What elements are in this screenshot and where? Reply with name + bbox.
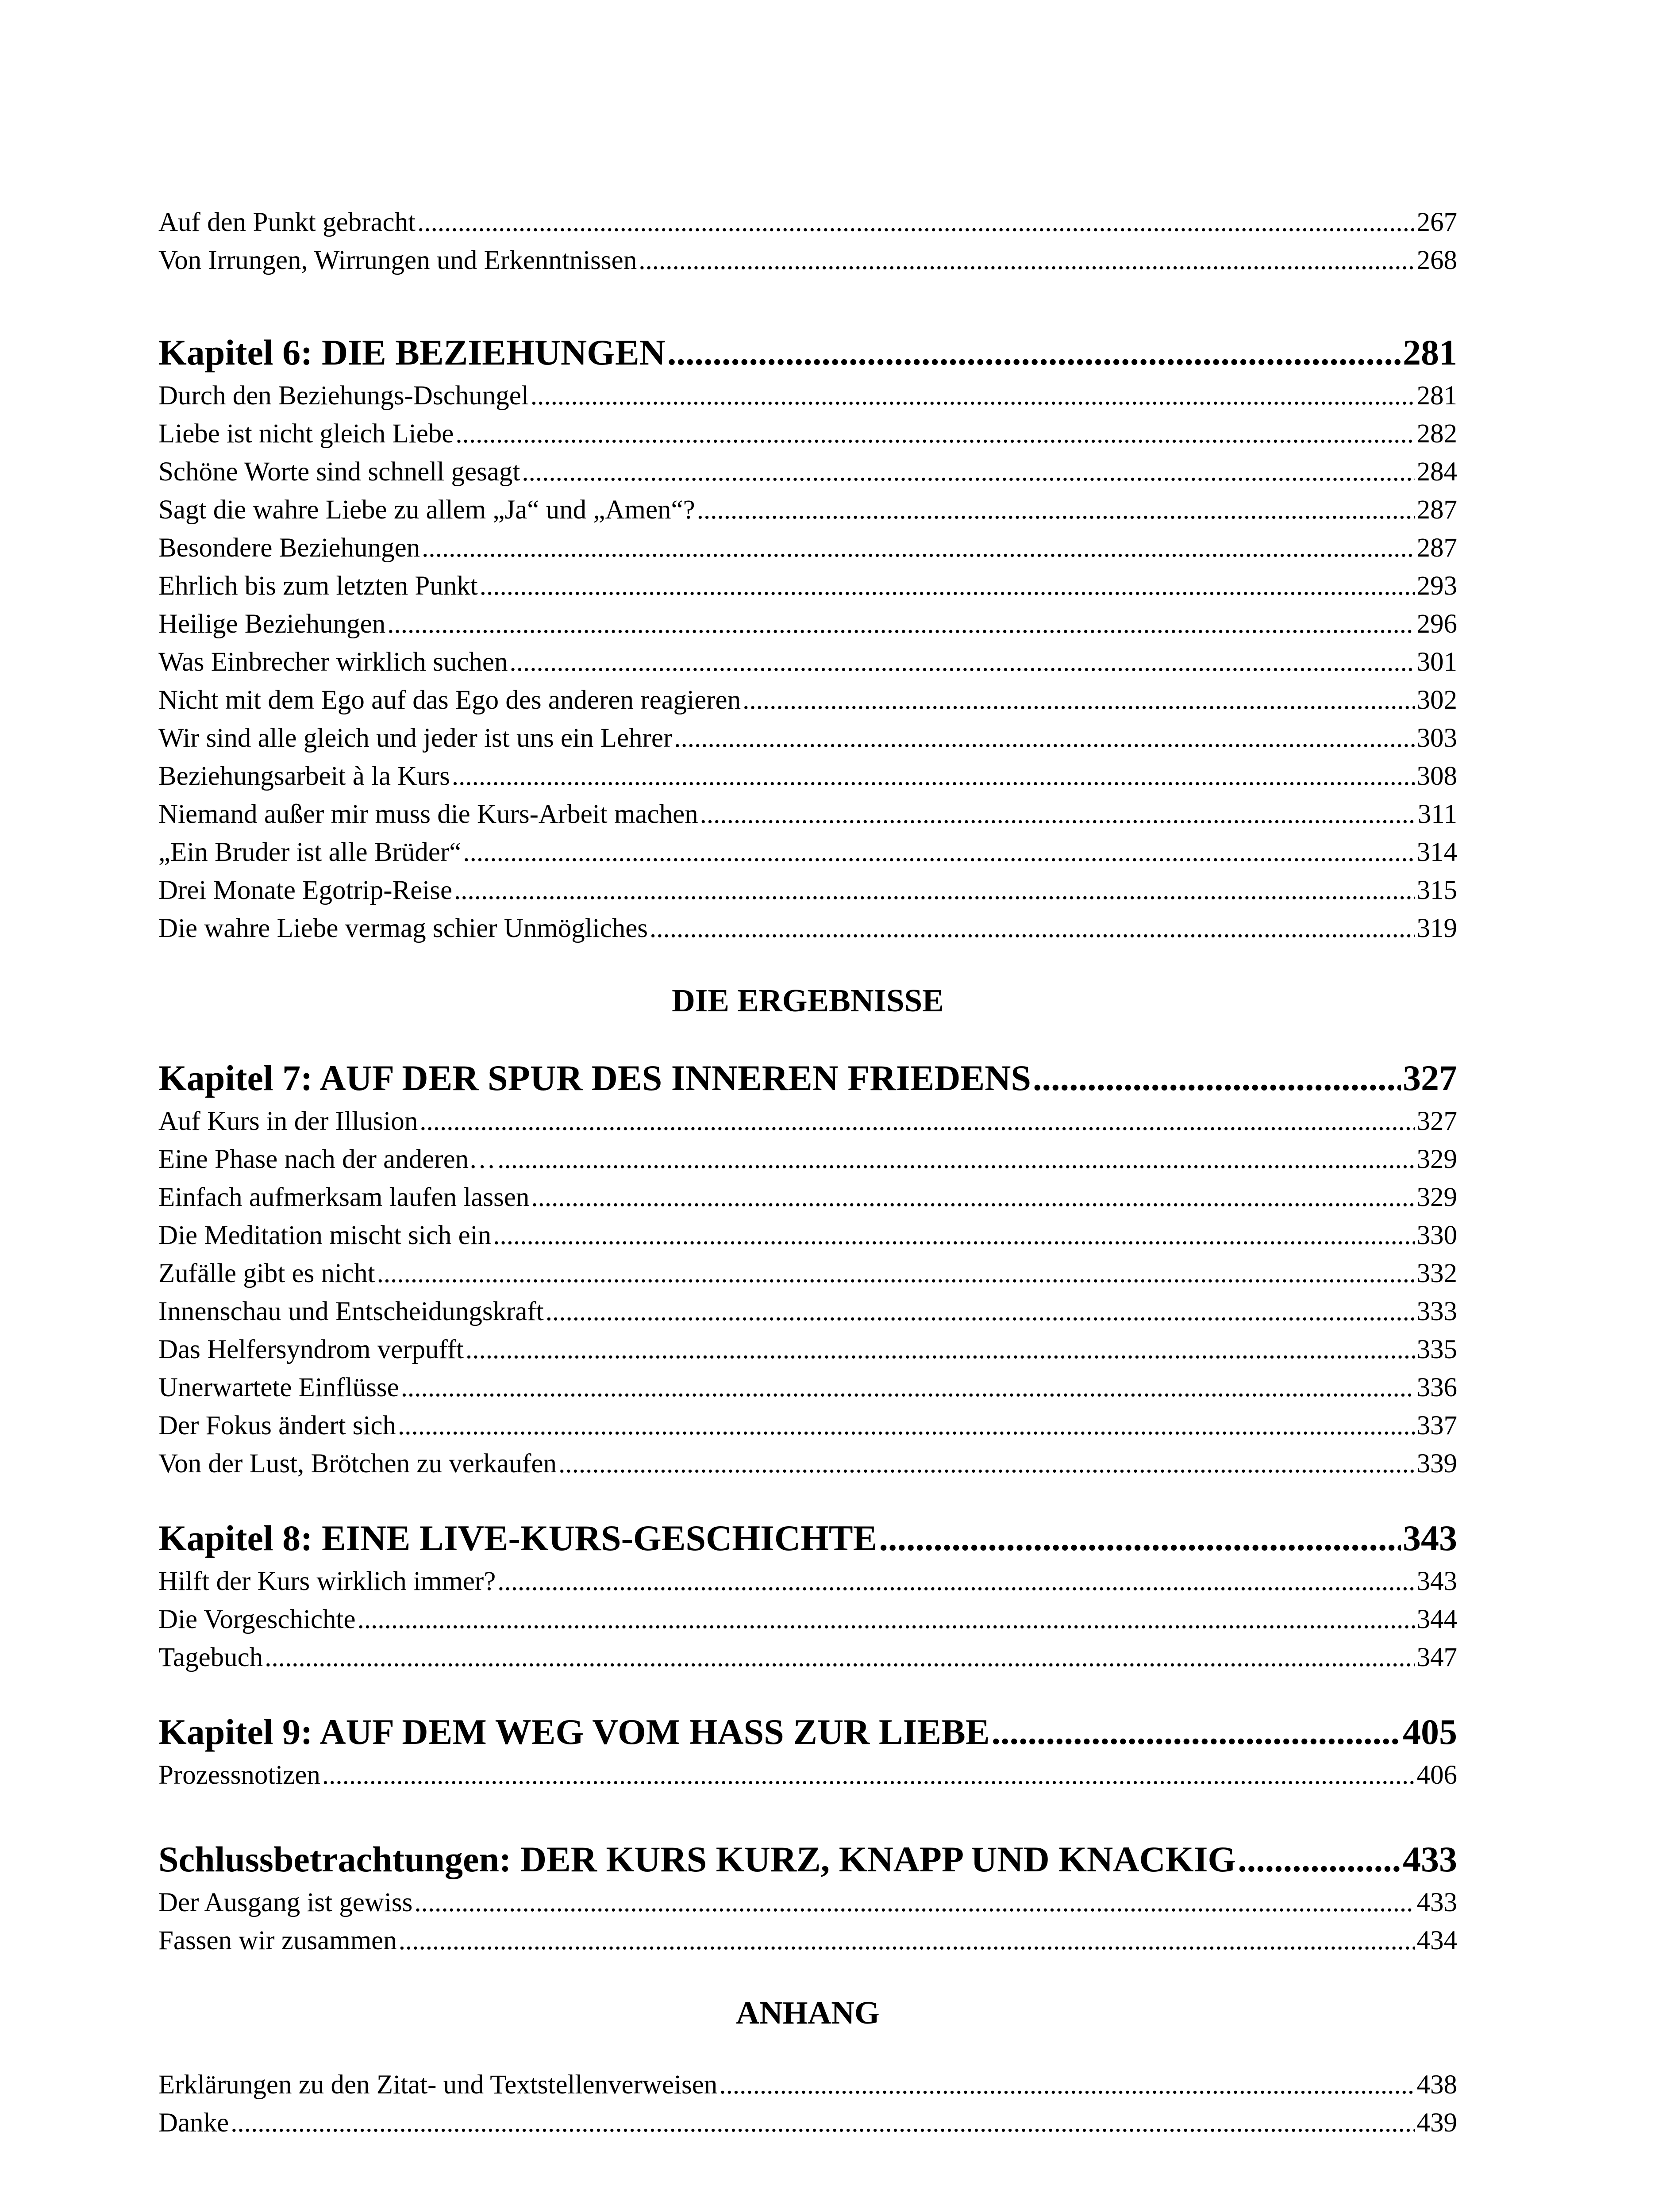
toc-entry-title: Einfach aufmerksam laufen lassen: [158, 1183, 530, 1212]
chapter-8-heading[interactable]: [158, 1514, 1457, 1563]
dot-leader: [322, 1756, 1415, 1794]
toc-entry[interactable]: [158, 1331, 1457, 1369]
dot-leader: [399, 1922, 1415, 1960]
dot-leader: [422, 529, 1415, 567]
toc-entry-title: Ehrlich bis zum letzten Punkt: [158, 571, 478, 601]
toc-entry-title: Innenschau und Entscheidungskraft: [158, 1297, 544, 1326]
toc-entry-page: 438: [1416, 2070, 1457, 2100]
dot-leader: [697, 491, 1415, 529]
toc-entry[interactable]: [158, 795, 1457, 833]
dot-leader: [417, 204, 1415, 242]
dot-leader: [265, 1639, 1415, 1677]
toc-entry[interactable]: [158, 415, 1457, 453]
dot-leader: [231, 2104, 1415, 2142]
toc-entry-page: 347: [1416, 1643, 1457, 1672]
toc-entry-title: Auf Kurs in der Illusion: [158, 1106, 418, 1136]
dot-leader: [401, 1369, 1415, 1407]
toc-entry-page: 434: [1416, 1926, 1457, 1955]
chapter-page: 405: [1403, 1712, 1457, 1752]
dot-leader: [531, 377, 1415, 415]
dot-leader: [700, 795, 1416, 833]
toc-entry-title: Tagebuch: [158, 1643, 263, 1672]
toc-entry[interactable]: [158, 1217, 1457, 1255]
toc-entry-title: Besondere Beziehungen: [158, 533, 420, 563]
toc-entry-title: Erklärungen zu den Zitat- und Textstellenverweisen: [158, 2070, 718, 2100]
toc-entry-title: Der Ausgang ist gewiss: [158, 1888, 413, 1917]
toc-entry-title: Auf den Punkt gebracht: [158, 207, 416, 237]
toc-entry[interactable]: [158, 2066, 1457, 2104]
toc-entry[interactable]: [158, 453, 1457, 491]
dot-leader: [455, 415, 1415, 453]
chapter-title: Kapitel 6: DIE BEZIEHUNGEN: [158, 332, 666, 373]
dot-leader: [452, 757, 1415, 795]
toc-entry[interactable]: [158, 1102, 1457, 1141]
toc-entry-title: Was Einbrecher wirklich suchen: [158, 647, 508, 677]
toc-entry[interactable]: [158, 643, 1457, 681]
dot-leader: [398, 1407, 1415, 1445]
dot-leader: [546, 1293, 1415, 1331]
toc-entry-page: 308: [1416, 761, 1457, 791]
toc-entry-page: 315: [1416, 876, 1457, 905]
dot-leader: [463, 833, 1415, 872]
table-of-contents: [158, 204, 1457, 2142]
dot-leader: [358, 1601, 1415, 1639]
toc-entry-title: Von der Lust, Brötchen zu verkaufen: [158, 1449, 557, 1479]
toc-entry-page: 302: [1416, 685, 1457, 715]
dot-leader: [454, 872, 1415, 910]
toc-entry-title: Niemand außer mir muss die Kurs-Arbeit machen: [158, 799, 698, 829]
toc-entry-page: 343: [1416, 1567, 1457, 1596]
toc-entry-page: 287: [1416, 495, 1457, 525]
toc-entry[interactable]: [158, 719, 1457, 757]
toc-entry-page: 284: [1416, 457, 1457, 487]
toc-entry-title: Danke: [158, 2108, 229, 2138]
dot-leader: [497, 1141, 1415, 1179]
toc-entry[interactable]: [158, 605, 1457, 643]
toc-entry-page: 335: [1416, 1335, 1457, 1364]
dot-leader: [522, 453, 1415, 491]
toc-entry-page: 319: [1416, 914, 1457, 943]
toc-entry[interactable]: [158, 1445, 1457, 1483]
toc-entry[interactable]: [158, 1639, 1457, 1677]
toc-entry-page: 339: [1416, 1449, 1457, 1479]
toc-entry[interactable]: [158, 1141, 1457, 1179]
toc-entry[interactable]: [158, 529, 1457, 567]
toc-entry-page: 296: [1416, 609, 1457, 639]
toc-entry-title: Eine Phase nach der anderen…: [158, 1144, 496, 1174]
toc-entry[interactable]: [158, 1369, 1457, 1407]
toc-entry-title: Hilft der Kurs wirklich immer?: [158, 1567, 496, 1596]
toc-entry[interactable]: [158, 491, 1457, 529]
toc-entry-page: 301: [1416, 647, 1457, 677]
toc-entry-title: Heilige Beziehungen: [158, 609, 386, 639]
toc-entry-title: Fassen wir zusammen: [158, 1926, 397, 1955]
toc-entry-page: 333: [1416, 1297, 1457, 1326]
toc-entry[interactable]: [158, 242, 1457, 280]
section-heading-results: DIE ERGEBNISSE: [672, 983, 944, 1018]
toc-entry-title: Die wahre Liebe vermag schier Unmögliches: [158, 914, 648, 943]
dot-leader: [879, 1514, 1401, 1563]
toc-entry-title: Das Helfersyndrom verpufft: [158, 1335, 464, 1364]
toc-entry[interactable]: [158, 872, 1457, 910]
chapter-page: 327: [1403, 1058, 1457, 1098]
dot-leader: [743, 681, 1415, 719]
toc-entry[interactable]: [158, 910, 1457, 948]
toc-entry-title: Der Fokus ändert sich: [158, 1411, 396, 1440]
dot-leader: [414, 1884, 1415, 1922]
dot-leader: [387, 605, 1415, 643]
toc-entry-title: „Ein Bruder ist alle Brüder“: [158, 837, 462, 867]
toc-entry[interactable]: [158, 1293, 1457, 1331]
toc-entry[interactable]: [158, 377, 1457, 415]
toc-entry-title: Nicht mit dem Ego auf das Ego des anderen reagieren: [158, 685, 741, 715]
toc-entry-title: Von Irrungen, Wirrungen und Erkenntnissen: [158, 246, 637, 275]
toc-entry[interactable]: [158, 1407, 1457, 1445]
toc-entry-page: 282: [1416, 419, 1457, 449]
toc-entry-page: 268: [1416, 246, 1457, 275]
chapter-page: 281: [1403, 332, 1457, 373]
toc-entry[interactable]: [158, 204, 1457, 242]
toc-entry[interactable]: [158, 757, 1457, 795]
dot-leader: [1033, 1054, 1401, 1102]
toc-entry-title: Prozessnotizen: [158, 1760, 320, 1790]
toc-entry[interactable]: [158, 567, 1457, 605]
toc-entry-title: Die Meditation mischt sich ein: [158, 1221, 492, 1250]
dot-leader: [674, 719, 1415, 757]
toc-entry[interactable]: [158, 1756, 1457, 1794]
dot-leader: [493, 1217, 1415, 1255]
toc-entry-page: 406: [1416, 1760, 1457, 1790]
toc-entry-title: Wir sind alle gleich und jeder ist uns ein Lehrer: [158, 723, 673, 753]
chapter-title: Kapitel 9: AUF DEM WEG VOM HASS ZUR LIEBE: [158, 1712, 990, 1752]
toc-entry-page: 439: [1416, 2108, 1457, 2138]
toc-entry[interactable]: [158, 1563, 1457, 1601]
toc-entry-page: 337: [1416, 1411, 1457, 1440]
toc-entry-title: Drei Monate Egotrip-Reise: [158, 876, 453, 905]
toc-entry-title: Unerwartete Einflüsse: [158, 1373, 399, 1402]
dot-leader: [531, 1179, 1415, 1217]
conclusion-heading[interactable]: [158, 1835, 1457, 1884]
toc-entry-page: 433: [1416, 1888, 1457, 1917]
toc-entry[interactable]: [158, 833, 1457, 872]
section-heading-appendix: ANHANG: [736, 1995, 880, 2031]
toc-entry-title: Die Vorgeschichte: [158, 1605, 356, 1634]
dot-leader: [466, 1331, 1415, 1369]
toc-entry-title: Schöne Worte sind schnell gesagt: [158, 457, 520, 487]
toc-entry[interactable]: [158, 1884, 1457, 1922]
dot-leader: [480, 567, 1415, 605]
toc-entry-page: 336: [1416, 1373, 1457, 1402]
chapter-page: 433: [1403, 1839, 1457, 1879]
dot-leader: [497, 1563, 1415, 1601]
toc-entry-page: 330: [1416, 1221, 1457, 1250]
chapter-title: Schlussbetrachtungen: DER KURS KURZ, KNAPP UND KNACKIG: [158, 1839, 1236, 1879]
chapter-page: 343: [1403, 1518, 1457, 1558]
toc-entry-page: 293: [1416, 571, 1457, 601]
chapter-6-heading[interactable]: [158, 328, 1457, 377]
toc-entry-title: Sagt die wahre Liebe zu allem „Ja“ und „Amen“?: [158, 495, 695, 525]
toc-entry-page: 329: [1416, 1144, 1457, 1174]
chapter-7-heading[interactable]: [158, 1054, 1457, 1102]
toc-entry-page: 281: [1416, 381, 1457, 411]
toc-entry-title: Liebe ist nicht gleich Liebe: [158, 419, 454, 449]
dot-leader: [510, 643, 1415, 681]
dot-leader: [1238, 1835, 1401, 1884]
toc-entry-page: 311: [1417, 799, 1457, 829]
toc-entry[interactable]: [158, 681, 1457, 719]
dot-leader: [719, 2066, 1415, 2104]
dot-leader: [558, 1445, 1415, 1483]
toc-entry-page: 327: [1416, 1106, 1457, 1136]
toc-entry-page: 287: [1416, 533, 1457, 563]
toc-entry-page: 267: [1416, 207, 1457, 237]
toc-entry-title: Beziehungsarbeit à la Kurs: [158, 761, 450, 791]
dot-leader: [377, 1255, 1415, 1293]
toc-entry-page: 303: [1416, 723, 1457, 753]
toc-entry[interactable]: [158, 1179, 1457, 1217]
toc-entry[interactable]: [158, 2104, 1457, 2142]
dot-leader: [639, 242, 1415, 280]
chapter-9-heading[interactable]: [158, 1708, 1457, 1756]
toc-entry[interactable]: [158, 1922, 1457, 1960]
toc-entry-page: 332: [1416, 1259, 1457, 1288]
chapter-title: Kapitel 8: EINE LIVE-KURS-GESCHICHTE: [158, 1518, 877, 1558]
dot-leader: [992, 1708, 1401, 1756]
toc-entry-page: 314: [1416, 837, 1457, 867]
toc-entry[interactable]: [158, 1255, 1457, 1293]
toc-entry-page: 344: [1416, 1605, 1457, 1634]
dot-leader: [667, 328, 1401, 377]
toc-entry-title: Durch den Beziehungs-Dschungel: [158, 381, 529, 411]
toc-entry-page: 329: [1416, 1183, 1457, 1212]
dot-leader: [650, 910, 1415, 948]
chapter-title: Kapitel 7: AUF DER SPUR DES INNEREN FRIEDENS: [158, 1058, 1031, 1098]
toc-entry-title: Zufälle gibt es nicht: [158, 1259, 375, 1288]
toc-entry[interactable]: [158, 1601, 1457, 1639]
dot-leader: [419, 1102, 1415, 1141]
